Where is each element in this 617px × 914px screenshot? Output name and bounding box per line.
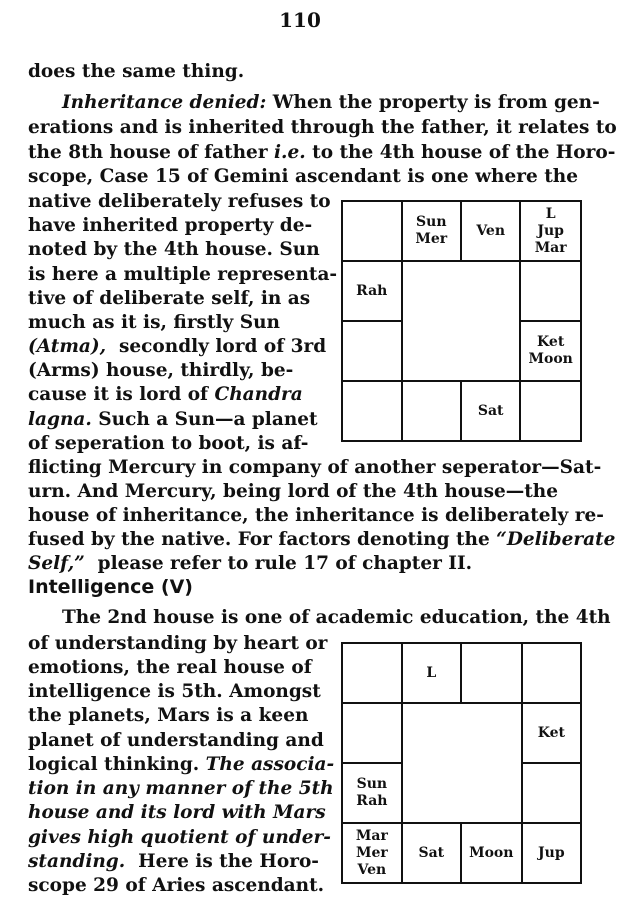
chart-cell [342, 381, 402, 441]
chart-cell: Ket [522, 703, 581, 763]
chart-cell [520, 381, 581, 441]
chart-cell: Mar Mer Ven [342, 823, 402, 883]
text-line: lagna. Such a Sun—a planet [28, 409, 318, 430]
text-line: house and its lord with Mars [28, 802, 326, 823]
text-line: (Arms) house, thirdly, be- [28, 360, 294, 381]
text-line: noted by the 4th house. Sun [28, 239, 320, 260]
text-line: of understanding by heart or [28, 633, 328, 654]
text-line: cause it is lord of Chandra [28, 384, 303, 405]
chart-cell: Sun Mer [402, 201, 462, 261]
line-rest: When the property is from gen- [266, 92, 600, 113]
text-line: emotions, the real house of [28, 657, 312, 678]
text-line: tion in any manner of the 5th [28, 778, 334, 799]
chart-cell: L Jup Mar [520, 201, 581, 261]
text-line: of seperation to boot, is af- [28, 433, 309, 454]
text-line: planet of understanding and [28, 730, 324, 751]
chart-cell [342, 703, 402, 763]
chart-cell [342, 643, 402, 703]
text-line: logical thinking. The associa- [28, 754, 335, 775]
text-line: have inherited property de- [28, 215, 313, 236]
italic-phrase: Inheritance denied: [62, 92, 267, 113]
chart-cell: Sun Rah [342, 763, 402, 823]
text-line: native deliberately refuses to [28, 191, 331, 212]
text-line: urn. And Mercury, being lord of the 4th house—the [28, 481, 559, 502]
text-line [62, 91, 600, 115]
text-line: gives high quotient of under- [28, 827, 331, 848]
chart-cell [402, 381, 462, 441]
horoscope-chart-case-15 [341, 200, 582, 442]
text-line: tive of deliberate self, in as [28, 288, 311, 309]
text-line: The 2nd house is one of academic education, the 4th [62, 607, 611, 628]
chart-cell: Sat [402, 823, 461, 883]
text-line: the 8th house of father i.e. to the 4th house of the Horo- [28, 142, 616, 163]
chart-cell: Ket Moon [520, 321, 581, 381]
horoscope-chart-29 [341, 642, 582, 884]
chart-cell: Moon [461, 823, 522, 883]
text-line: intelligence is 5th. Amongst [28, 681, 321, 702]
text-line: Self,” please refer to rule 17 of chapter II. [28, 553, 473, 574]
chart-cell [522, 643, 581, 703]
text-line: much as it is, firstly Sun [28, 312, 280, 333]
chart-cell [342, 321, 402, 381]
chart-cell: Ven [461, 201, 520, 261]
chart-cell [522, 763, 581, 823]
text-line: house of inheritance, the inheritance is deliberately re- [28, 505, 604, 526]
text-line: standing. Here is the Horo- [28, 851, 319, 872]
chart-cell: Sat [461, 381, 520, 441]
text-line: (Atma), secondly lord of 3rd [28, 336, 327, 357]
text-line: is here a multiple representa- [28, 264, 338, 285]
chart-cell [461, 643, 522, 703]
chart-center [402, 703, 522, 823]
text-line: fused by the native. For factors denoting the “Deliberate [28, 529, 616, 550]
page-number: 110 [279, 8, 321, 32]
text-line: does the same thing. [28, 61, 245, 82]
text-line: the planets, Mars is a keen [28, 705, 309, 726]
text-line: erations and is inherited through the father, it relates to [28, 117, 617, 138]
chart-cell [342, 201, 402, 261]
text-line: scope, Case 15 of Gemini ascendant is one where the [28, 166, 578, 187]
chart-cell [520, 261, 581, 321]
chart-cell: Jup [522, 823, 581, 883]
section-heading: Intelligence (V) [28, 576, 193, 598]
chart-center [402, 261, 521, 381]
chart-cell: L [402, 643, 461, 703]
text-line: scope 29 of Aries ascendant. [28, 875, 325, 896]
chart-cell: Rah [342, 261, 402, 321]
text-line: flicting Mercury in company of another seperator—Sat- [28, 457, 602, 478]
